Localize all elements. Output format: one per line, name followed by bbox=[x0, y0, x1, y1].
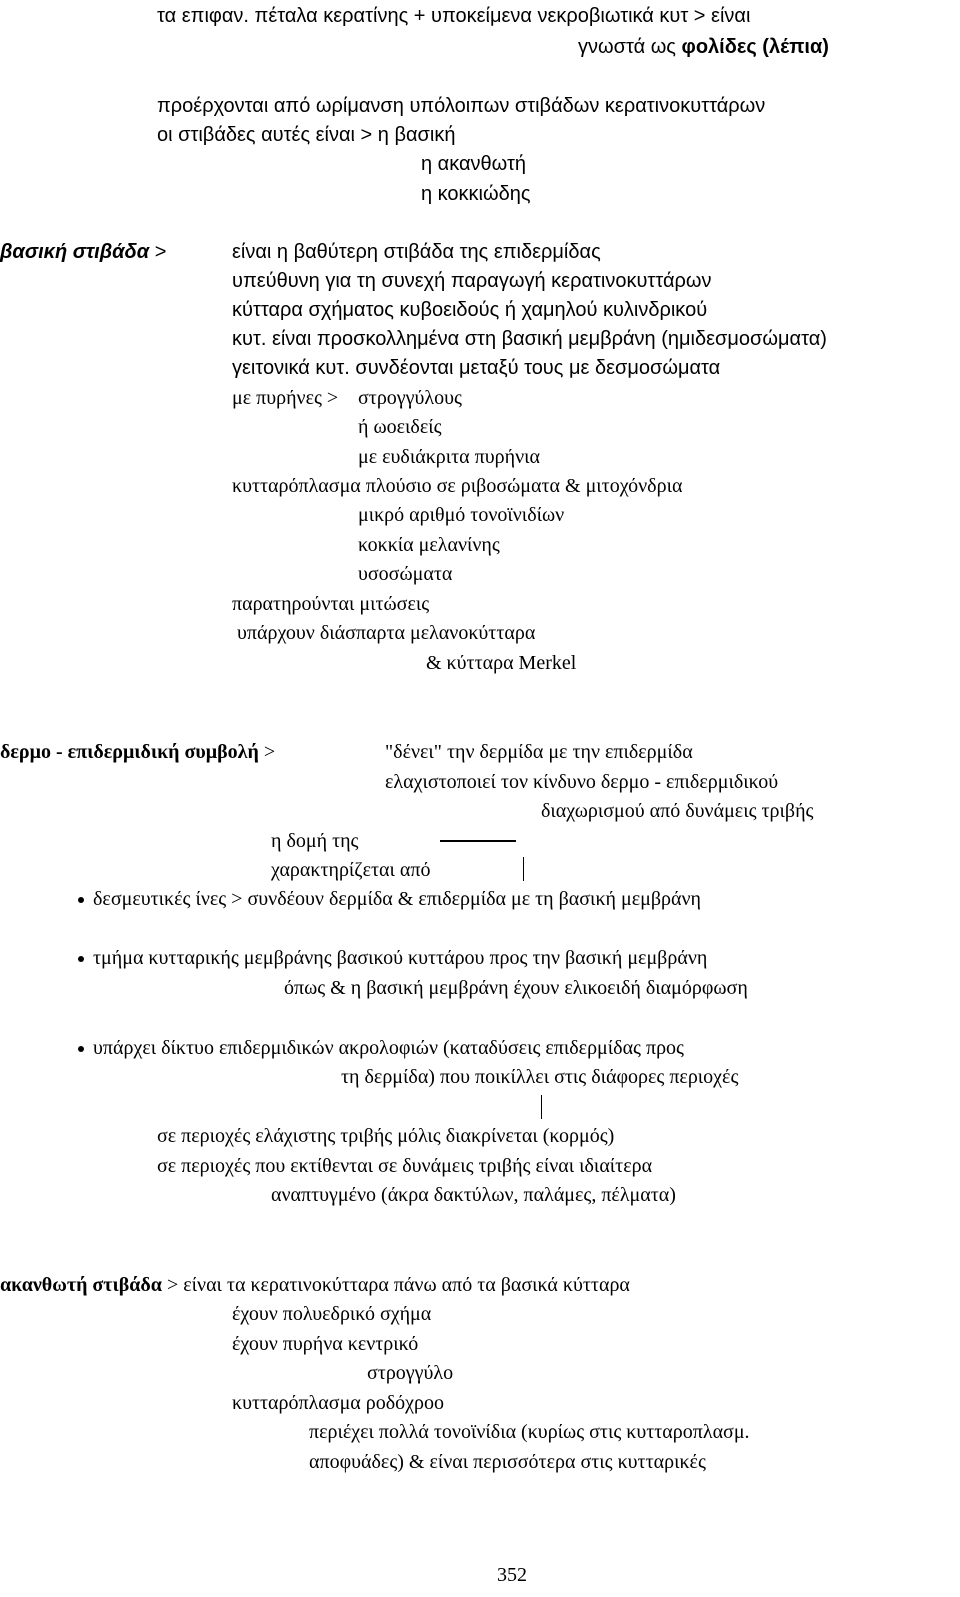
text-line: διαχωρισμού από δυνάμεις τριβής bbox=[541, 800, 814, 822]
text-line: η δομή της bbox=[271, 830, 359, 852]
text-line bbox=[578, 35, 829, 59]
text-line: προέρχονται από ωρίμανση υπόλοιπων στιβάδων κερατινοκυττάρων bbox=[157, 95, 766, 117]
text-line: δεσμευτικές ίνες > συνδέουν δερμίδα & επιδερμίδα με τη βασική μεμβράνη bbox=[93, 888, 701, 910]
section-heading bbox=[0, 740, 275, 764]
line-text: με πυρήνες > bbox=[232, 387, 339, 409]
line-text: > είναι τα κερατινοκύτταρα πάνω από τα βασικά κύτταρα bbox=[161, 1274, 630, 1296]
vertical-bar bbox=[523, 857, 524, 881]
term-scales: φολίδες (λέπια) bbox=[681, 36, 829, 58]
text-line: τη δερμίδα) που ποικίλλει στις διάφορες περιοχές bbox=[341, 1066, 739, 1088]
text-line: η κοκκιώδης bbox=[421, 183, 531, 205]
text-line: στρογγύλο bbox=[367, 1362, 454, 1384]
text-line: ελαχιστοποιεί τον κίνδυνο δερμο - επιδερμιδικού bbox=[385, 771, 779, 793]
text-line: στρογγύλους bbox=[358, 387, 462, 409]
section-heading bbox=[0, 240, 166, 264]
text-line: με ευδιάκριτα πυρήνια bbox=[358, 446, 541, 468]
text-line: χαρακτηρίζεται από bbox=[271, 859, 431, 881]
arrow-text: > bbox=[149, 241, 167, 263]
text-line: σε περιοχές ελάχιστης τριβής μόλις διακρίνεται (κορμός) bbox=[157, 1125, 615, 1147]
text-line: αναπτυγμένο (άκρα δακτύλων, παλάμες, πέλματα) bbox=[271, 1184, 676, 1206]
heading-term: βασική στιβάδα bbox=[0, 241, 150, 263]
heading-term: ακανθωτή στιβάδα bbox=[0, 1274, 162, 1296]
text-line: αποφυάδες) & είναι περισσότερα στις κυτταρικές bbox=[309, 1451, 706, 1473]
arrow-text: > bbox=[258, 741, 276, 763]
text-line: κυτταρόπλασμα ροδόχροο bbox=[232, 1392, 445, 1414]
text-line: ή ωοειδείς bbox=[358, 416, 442, 438]
heading-term: δερμο - επιδερμιδική συμβολή bbox=[0, 741, 259, 763]
text-line: είναι η βαθύτερη στιβάδα της επιδερμίδας bbox=[232, 241, 601, 263]
text-line: έχουν πολυεδρικό σχήμα bbox=[232, 1303, 432, 1325]
page-number: 352 bbox=[497, 1564, 527, 1586]
text-line: περιέχει πολλά τονοϊνίδια (κυρίως στις κυτταροπλασμ. bbox=[309, 1421, 750, 1443]
text-line bbox=[232, 386, 338, 410]
text-line: κοκκία μελανίνης bbox=[358, 534, 500, 556]
text-line: οι στιβάδες αυτές είναι > η βασική bbox=[157, 124, 456, 146]
vertical-bar bbox=[541, 1095, 542, 1119]
text-line: κυτταρόπλασμα πλούσιο σε ριβοσώματα & μιτοχόνδρια bbox=[232, 475, 683, 497]
text-line: έχουν πυρήνα κεντρικό bbox=[232, 1333, 419, 1355]
text-line: όπως & η βασική μεμβράνη έχουν ελικοειδή διαμόρφωση bbox=[284, 977, 748, 999]
text-line: η ακανθωτή bbox=[421, 153, 527, 175]
bullet-icon bbox=[78, 1046, 84, 1052]
line-text: συνδέονται μεταξύ τους με δεσμοσώματα bbox=[349, 357, 721, 379]
text-line: υπεύθυνη για τη συνεχή παραγωγή κερατινοκυττάρων bbox=[232, 270, 712, 292]
text-line: κυτ. είναι προσκολλημένα στη βασική μεμβράνη (ημιδεσμοσώματα) bbox=[232, 328, 827, 350]
line-text: τα επιφαν. πέταλα κερατίνης + υποκείμενα νεκροβιωτικά κυτ > είναι bbox=[157, 5, 751, 27]
text-line: σε περιοχές που εκτίθενται σε δυνάμεις τριβής είναι ιδιαίτερα bbox=[157, 1155, 653, 1177]
bullet-icon bbox=[78, 956, 84, 962]
line-text: γειτονικά κυτ. bbox=[232, 357, 350, 379]
text-line: κύτταρα σχήματος κυβοειδούς ή χαμηλού κυλινδρικού bbox=[232, 299, 708, 321]
text-line: "δένει" την δερμίδα με την επιδερμίδα bbox=[385, 741, 693, 763]
bullet-icon bbox=[78, 897, 84, 903]
text-line: & κύτταρα Merkel bbox=[426, 652, 577, 674]
text-line bbox=[157, 4, 750, 28]
text-line: μικρό αριθμό τονοϊνιδίων bbox=[358, 504, 565, 526]
text-line: υσοσώματα bbox=[358, 563, 453, 585]
text-line bbox=[232, 356, 720, 380]
text-line: τμήμα κυτταρικής μεμβράνης βασικού κυττάρου προς την βασική μεμβράνη bbox=[93, 947, 708, 969]
text-line: παρατηρούνται μιτώσεις bbox=[232, 593, 430, 615]
line-text: γνωστά ως bbox=[578, 36, 682, 58]
section-heading bbox=[0, 1273, 630, 1297]
text-line: υπάρχουν διάσπαρτα μελανοκύτταρα bbox=[237, 622, 536, 644]
text-line: υπάρχει δίκτυο επιδερμιδικών ακρολοφιών (καταδύσεις επιδερμίδας προς bbox=[93, 1037, 684, 1059]
dash-rule bbox=[440, 840, 516, 842]
